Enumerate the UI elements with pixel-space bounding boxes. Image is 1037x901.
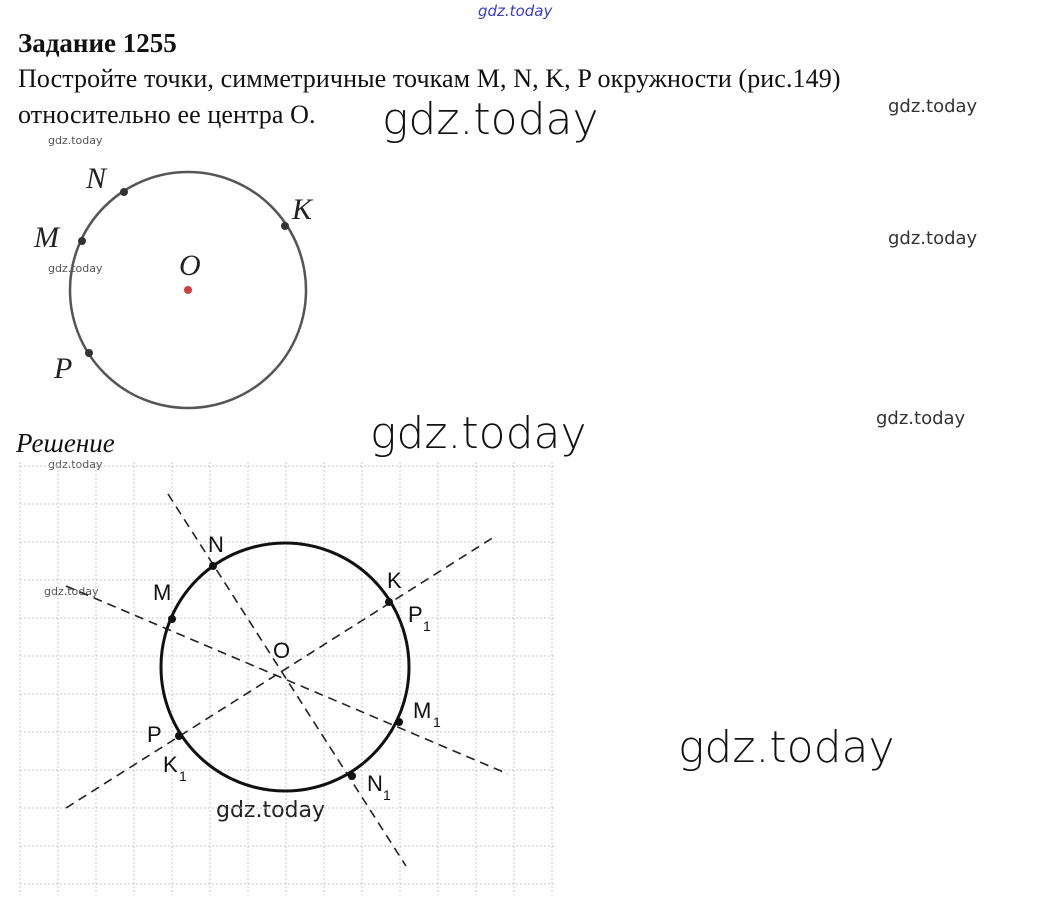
task-label-m: M bbox=[34, 221, 59, 254]
solution-label-o: O bbox=[273, 638, 291, 663]
solution-point-n bbox=[209, 562, 217, 570]
solution-label-n: N bbox=[208, 532, 224, 557]
solution-point-k-p1 bbox=[385, 598, 393, 606]
solution-title: Решение bbox=[16, 428, 115, 458]
solution-label-p1-sub: 1 bbox=[423, 618, 431, 634]
watermark-large-2: gdz.today bbox=[370, 408, 587, 459]
task-figure bbox=[33, 162, 314, 408]
watermark-large-1: gdz.today bbox=[382, 94, 599, 145]
watermark-small-3: gdz.today bbox=[876, 408, 966, 429]
solution-label-k1-sub: 1 bbox=[179, 768, 187, 784]
task-label-o: O bbox=[179, 249, 201, 282]
watermark-top: gdz.today bbox=[478, 2, 553, 20]
solution-point-n1 bbox=[348, 772, 356, 780]
solution-label-k1: K bbox=[163, 752, 178, 777]
solution-label-n1-sub: 1 bbox=[383, 787, 391, 803]
solution-label-p1: P bbox=[408, 602, 423, 627]
line-k-k1 bbox=[66, 537, 494, 808]
task-text-line-2: относительно ее центра O. bbox=[18, 100, 316, 129]
task-label-k: K bbox=[292, 193, 313, 226]
watermark-tiny-1: gdz.today bbox=[48, 134, 103, 147]
watermark-tiny-4: gdz.today bbox=[44, 585, 99, 598]
solution-figure bbox=[66, 494, 508, 866]
watermark-small-2: gdz.today bbox=[888, 228, 978, 249]
task-label-p: P bbox=[54, 352, 73, 385]
watermark-mid-1: gdz.today bbox=[216, 798, 326, 823]
solution-label-m1: M bbox=[413, 698, 432, 723]
task-point-k bbox=[281, 222, 289, 230]
watermark-large-3: gdz.today bbox=[678, 722, 895, 773]
task-point-m bbox=[78, 237, 86, 245]
watermark-tiny-3: gdz.today bbox=[48, 458, 103, 471]
solution-point-m bbox=[168, 615, 176, 623]
task-label-n: N bbox=[86, 162, 107, 195]
solution-label-n1: N bbox=[367, 771, 383, 796]
task-point-n bbox=[120, 188, 128, 196]
line-m-m1 bbox=[66, 586, 508, 774]
task-title: Задание 1255 bbox=[18, 28, 177, 58]
task-point-p bbox=[85, 349, 93, 357]
solution-point-p-k1 bbox=[175, 732, 183, 740]
solution-grid bbox=[20, 462, 556, 895]
solution-label-k: K bbox=[387, 568, 402, 593]
solution-label-p: P bbox=[147, 722, 162, 747]
watermark-tiny-2: gdz.today bbox=[48, 262, 103, 275]
watermark-small-1: gdz.today bbox=[888, 96, 978, 117]
solution-label-m1-sub: 1 bbox=[433, 714, 441, 730]
task-center-point bbox=[184, 286, 192, 294]
solution-label-m: M bbox=[153, 580, 172, 605]
solution-point-m1 bbox=[395, 718, 403, 726]
task-text-line-1: Постройте точки, симметричные точкам M, N, K, P окружности (рис.149) bbox=[18, 64, 841, 93]
